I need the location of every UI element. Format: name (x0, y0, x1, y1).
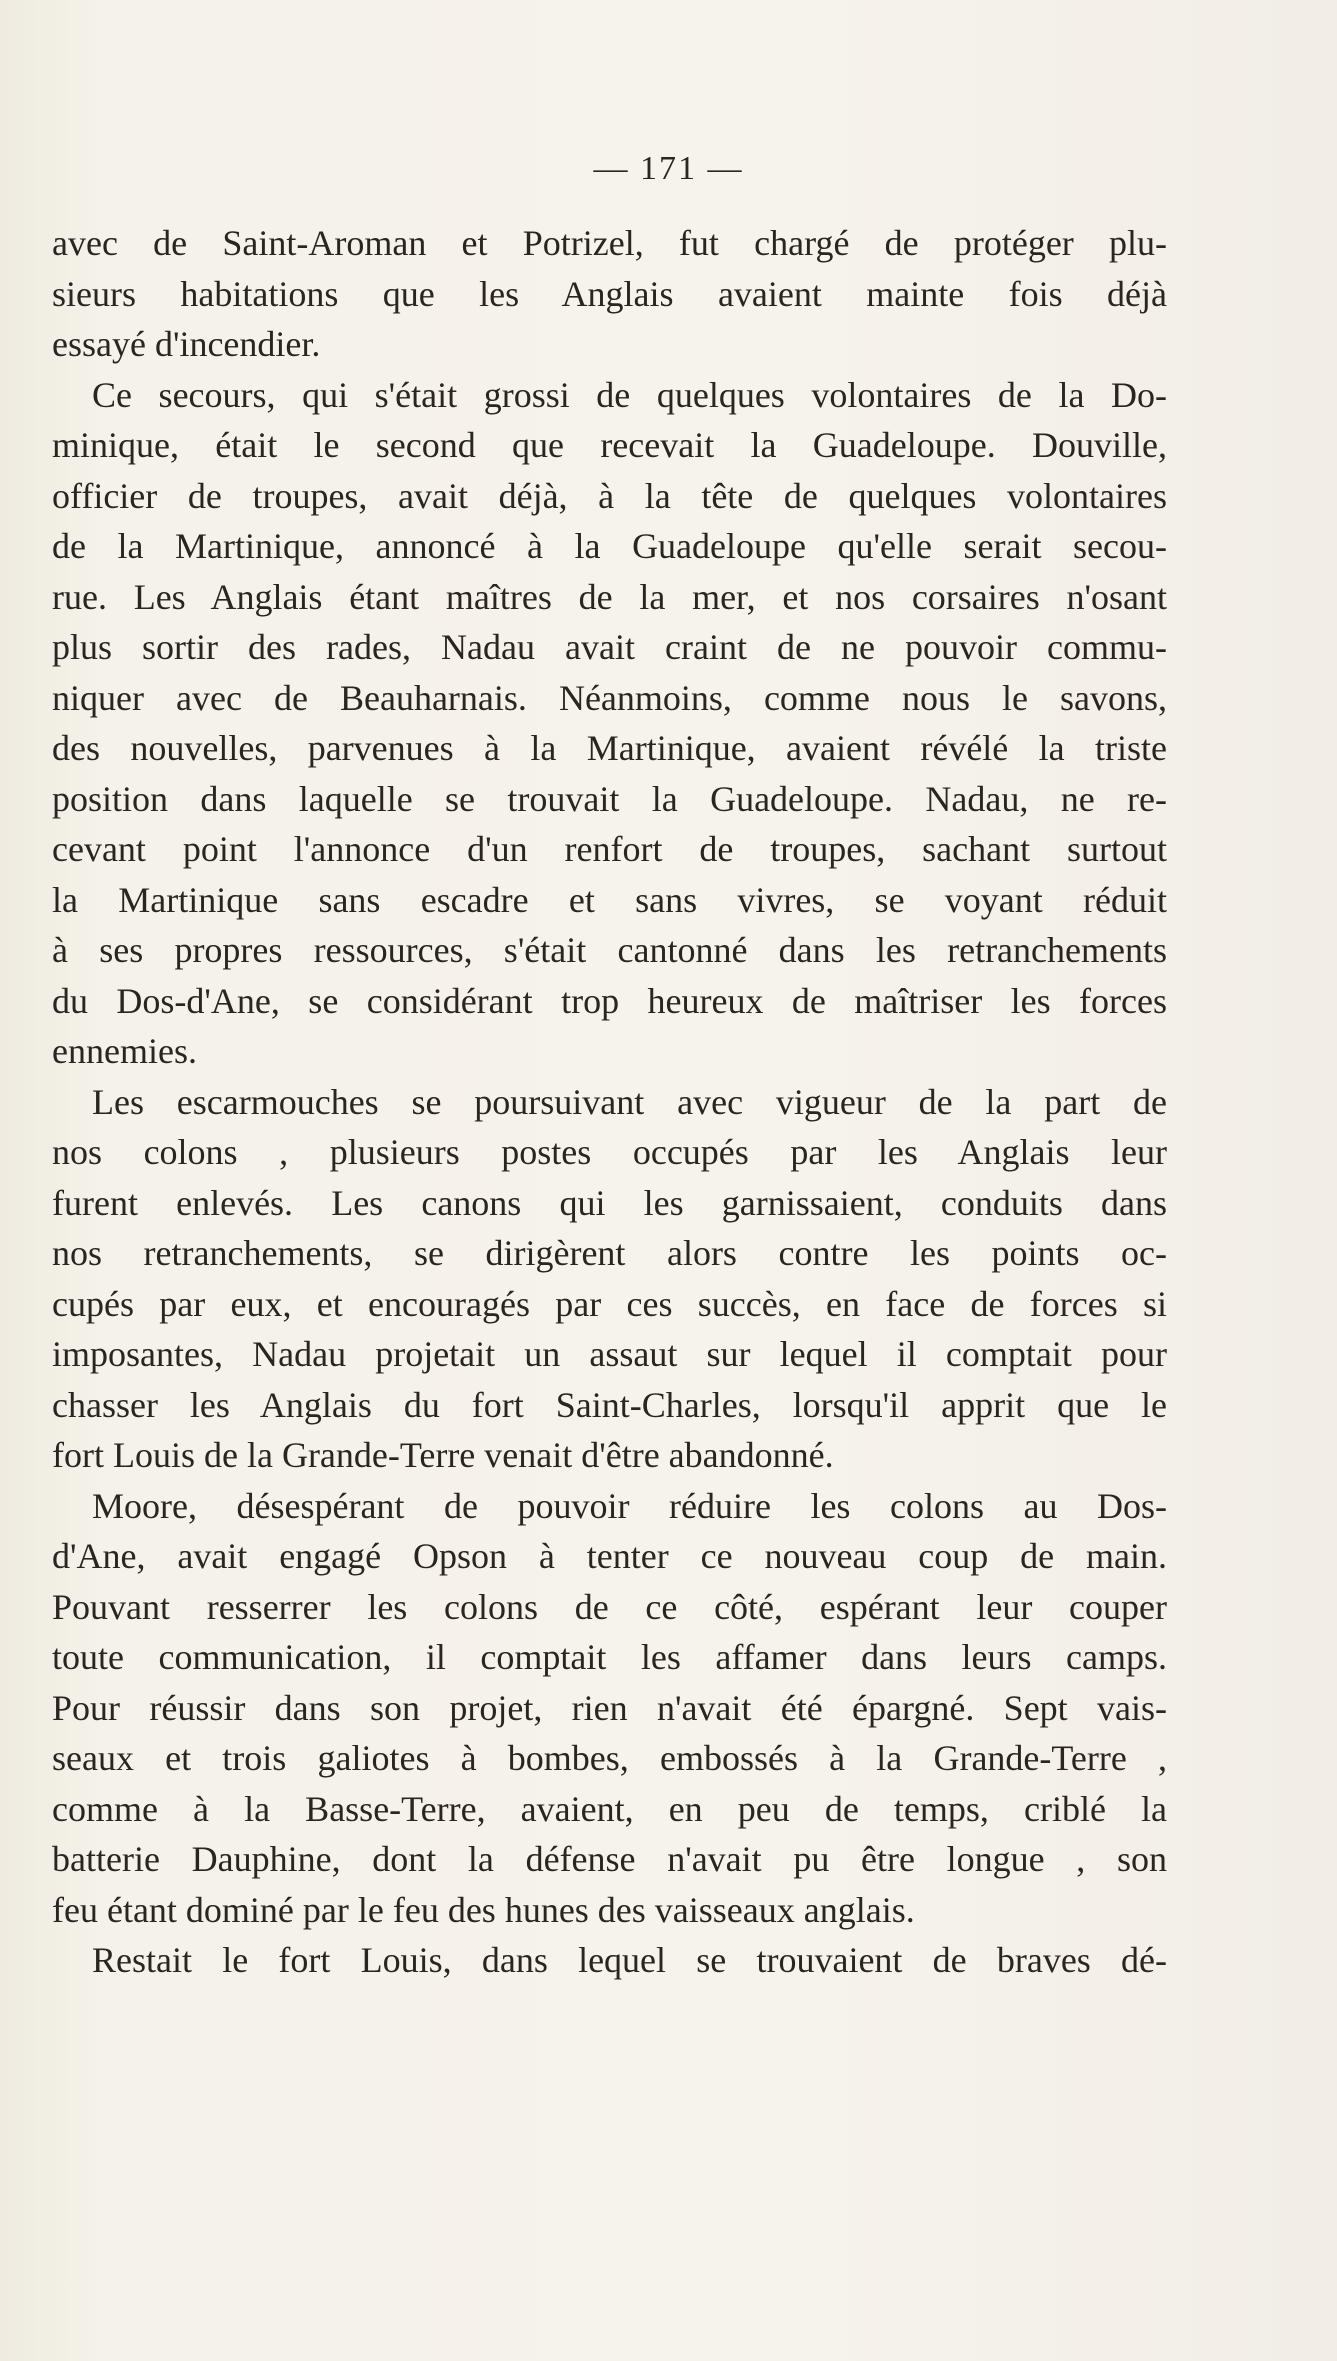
text-line: Restait le fort Louis, dans lequel se trouvaient de braves dé- (92, 1940, 1167, 1980)
text-line: plus sortir des rades, Nadau avait craint de ne pouvoir commu- (52, 627, 1167, 667)
text-line: Pouvant resserrer les colons de ce côté, espérant leur couper (52, 1586, 1167, 1627)
text-line: d'Ane, avait engagé Opson à tenter ce nouveau coup de main. (52, 1536, 1167, 1576)
text-line: sieurs habitations que les Anglais avaient mainte fois déjà (52, 273, 1167, 314)
text-line: batterie Dauphine, dont la défense n'avait pu être longue , son (52, 1839, 1167, 1879)
text-line: ennemies. (52, 1031, 197, 1071)
text-line: chasser les Anglais du fort Saint-Charles, lorsqu'il apprit que le (52, 1384, 1167, 1425)
text-line: Moore, désespérant de pouvoir réduire les colons au Dos- (92, 1485, 1167, 1526)
text-line: officier de troupes, avait déjà, à la tête de quelques volontaires (52, 475, 1167, 516)
text-line: rue. Les Anglais étant maîtres de la mer, et nos corsaires n'osant (52, 576, 1167, 617)
text-line: nos colons , plusieurs postes occupés par les Anglais leur (52, 1132, 1167, 1172)
text-line: cupés par eux, et encouragés par ces succès, en face de forces si (52, 1283, 1167, 1324)
text-line: de la Martinique, annoncé à la Guadeloupe qu'elle serait secou- (52, 526, 1167, 566)
text-line: position dans laquelle se trouvait la Guadeloupe. Nadau, ne re- (52, 778, 1167, 819)
text-line: imposantes, Nadau projetait un assaut sur lequel il comptait pour (52, 1334, 1167, 1374)
text-line: furent enlevés. Les canons qui les garnissaient, conduits dans (52, 1182, 1167, 1223)
text-line: Les escarmouches se poursuivant avec vigueur de la part de (92, 1081, 1167, 1122)
text-line: Pour réussir dans son projet, rien n'avait été épargné. Sept vais- (52, 1687, 1167, 1728)
text-line: feu étant dominé par le feu des hunes des vaisseaux anglais. (52, 1889, 915, 1930)
text-line: comme à la Basse-Terre, avaient, en peu de temps, criblé la (52, 1788, 1167, 1829)
text-line: niquer avec de Beauharnais. Néanmoins, comme nous le savons, (52, 677, 1167, 718)
page-number: — 171 — (593, 150, 744, 187)
text-line: seaux et trois galiotes à bombes, embossés à la Grande-Terre , (52, 1738, 1167, 1778)
text-line: essayé d'incendier. (52, 324, 321, 364)
text-line: à ses propres ressources, s'était cantonné dans les retranchements (52, 930, 1167, 970)
text-line: des nouvelles, parvenues à la Martinique, avaient révélé la triste (52, 728, 1167, 768)
text-line: minique, était le second que recevait la Guadeloupe. Douville, (52, 425, 1167, 465)
text-line: la Martinique sans escadre et sans vivres, se voyant réduit (52, 879, 1167, 920)
text-line: avec de Saint-Aroman et Potrizel, fut chargé de protéger plu- (52, 223, 1167, 263)
body-text (52, 218, 1167, 1986)
text-line: nos retranchements, se dirigèrent alors contre les points oc- (52, 1233, 1167, 1273)
text-line: toute communication, il comptait les affamer dans leurs camps. (52, 1637, 1167, 1677)
text-line: Ce secours, qui s'était grossi de quelques volontaires de la Do- (92, 374, 1167, 415)
text-line: du Dos-d'Ane, se considérant trop heureux de maîtriser les forces (52, 980, 1167, 1021)
text-line: fort Louis de la Grande-Terre venait d'être abandonné. (52, 1435, 834, 1475)
text-line: cevant point l'annonce d'un renfort de troupes, sachant surtout (52, 829, 1167, 869)
